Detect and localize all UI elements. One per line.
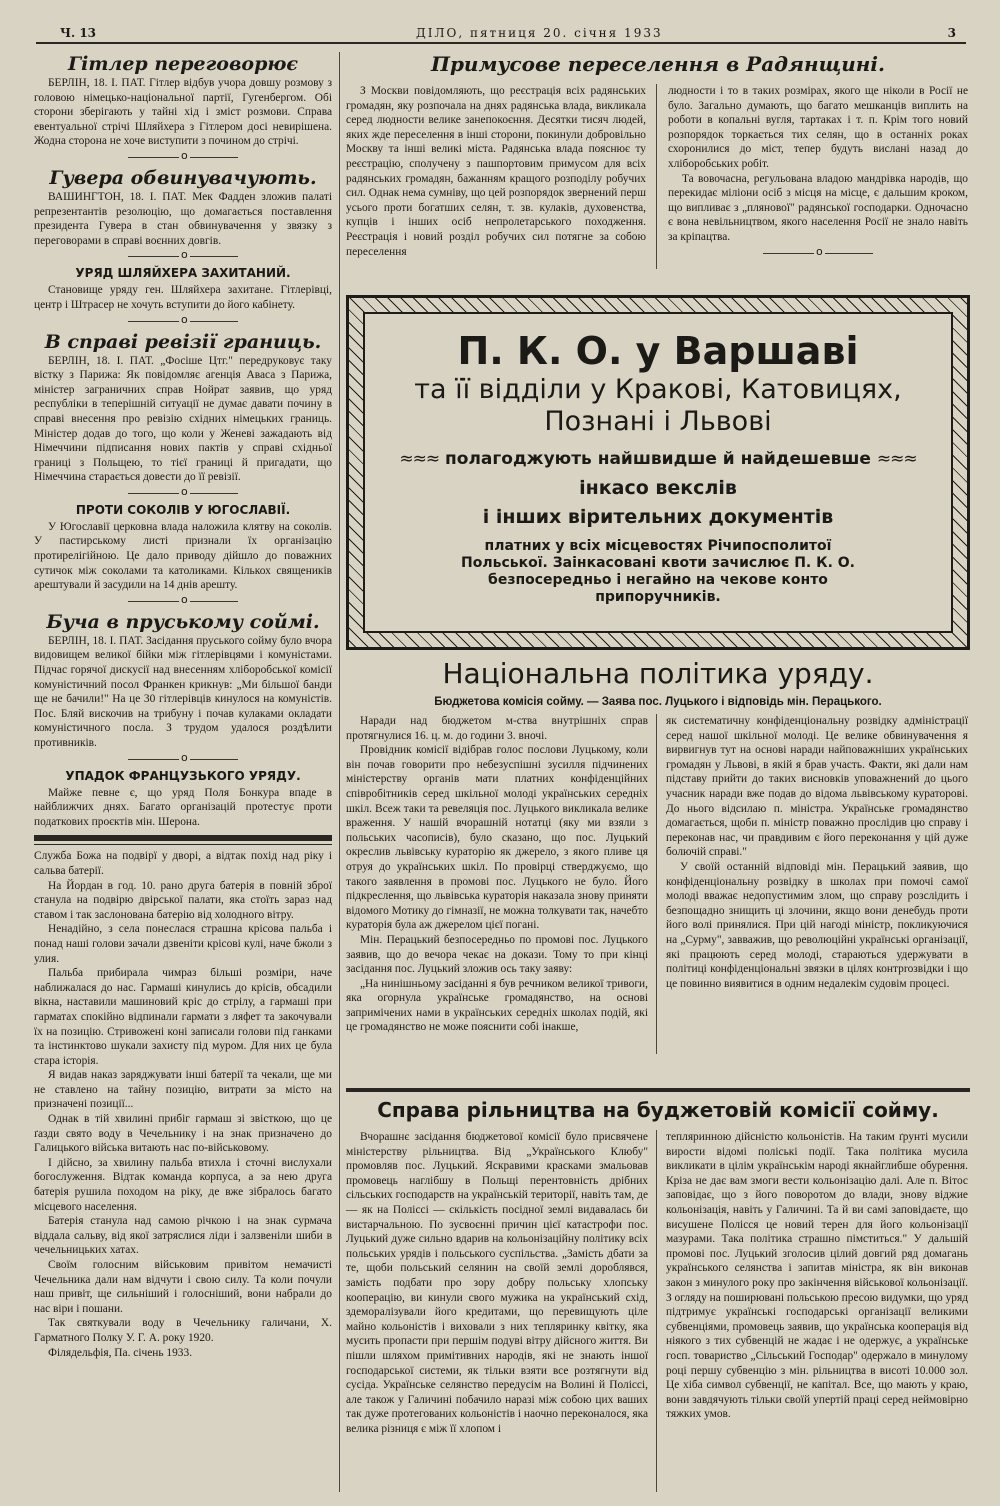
headline-agriculture: Справа рільництва на буджетовій комісії сойму. xyxy=(377,1098,939,1122)
ad-ornament: ≈≈≈ xyxy=(399,449,440,469)
article-sokol: У Югославії церковна влада наложила клятву на соколів. У пастирському листі признали їх організацію протирелігійною. Це дало приводу дійшло до поважних сутичок між соколами та католиками. Кількох священиків арештували й засудили на 14 днів арешту. xyxy=(34,520,332,592)
article-borders: БЕРЛІН, 18. І. ПАТ. „Фосіше Цтг." передруковує таку вістку з Парижа: Як повідомляє агенція Аваса з Парижа, міністер заграничних справ Нойрат заявив, що уряд республіки в теперішній ситуації не думає давати почину в справі внесення про ревізію східних німецьких границь. Міністер додав до того, що коли у Женеві зажадають від Німеччини підписання нових пактів у справі східньої границі з Польщею, то тієї границі й пригадати, що Німеччина старається довести до її ревізії. xyxy=(34,354,332,484)
masthead xyxy=(36,24,966,44)
ad-panel xyxy=(363,312,953,633)
resettlement-col-a xyxy=(346,84,646,259)
feuilleton-para: Ненадійно, з села понеслася страшна крісова пальба і понад нашi голови зачали дзвеніти крісові кулі, наче бжоли з улия. xyxy=(34,923,332,965)
right-area xyxy=(346,52,970,1492)
article-hoover: ВАШИНГТОН, 18. І. ПАТ. Мек Фадден зложив палаті репрезентантів резолюцію, що домагається поставлення президента Гувера в стан обвинувачення у звязку з переговорами в справі воєнних довгів. xyxy=(34,190,332,247)
headline-sokol: ПРОТИ СОКОЛІВ У ЮГОСЛАВІЇ. xyxy=(75,502,291,517)
national-col-b xyxy=(666,714,968,991)
section-divider xyxy=(34,835,332,841)
resettlement-para: З Москви повідомляють, що реєстрація всіх радянських громадян, яку розпочала на днях радянська влада, викликала серед людности велике занепокоєння. Десятки тисяч людей, яких жде переселення в інші сторони, покинули добровільно Москву та інші великі міста. Радянська влада пояснює ту реєстрацію, сполучену з пашпортовим примусом для всіх радянських громадян, бажанням кращого розподілу робучих сил. Однак нема сумніву, що цей розпорядок звернений перш усього проти богатших селян, т. зв. кулаків, духовенства, купців і інших осіб непролетарського походження. Реєстрація і новий розділ робучих сил потягне за собою переселення xyxy=(346,85,646,258)
feuilleton-para: Батерія станула над самою річкою і на знак сурмача віддала сальву, від якої затряслися ліди і залзвеніли шиби в чечельницьких хатах. xyxy=(34,1215,332,1257)
separator xyxy=(128,596,238,606)
feuilleton-signature: Філядельфія, Па. січень 1933. xyxy=(48,1346,193,1359)
headline-resettlement: Примусове переселення в Радянщині. xyxy=(431,52,885,76)
pko-advertisement xyxy=(346,295,970,650)
headline-borders: В справі ревізії границь. xyxy=(44,330,322,353)
ad-service-1: інкасо векслів xyxy=(579,477,737,499)
feuilleton-para: Так святкували воду в Чечельнику галичани, Х. Гарматного Полку У. Г. А. року 1920. xyxy=(34,1317,332,1344)
national-col-a xyxy=(346,714,648,1035)
headline-french-government: УПАДОК ФРАНЦУЗЬКОГО УРЯДУ. xyxy=(65,768,301,783)
column-rule xyxy=(339,52,340,1492)
left-column xyxy=(34,52,332,1492)
section-divider xyxy=(346,1088,970,1092)
headline-hoover: Гувера обвинувачують. xyxy=(49,166,317,189)
resettlement-para: людности і то в таких розмірах, якого ще ніколи в Росії не було. Загально думають, що багато мешканців виплить на роботи в копальні вугля, тартаках і т. п. Крім того новий розпорядок торкається тих селян, що в останніх роках схоронилися до міст, тепер будуть висланi назад до хліборобських робіт. xyxy=(668,85,968,170)
ad-service-2: і інших вірительних документів xyxy=(482,506,834,528)
feuilleton-para: На Йордан в год. 10. рано друга батерія в повній зброї станула на подвірю двірської палати, яка стоїть зараз над ставом і так заслонована батерію від холодного вітру. xyxy=(34,879,332,921)
national-para: Провідник комісії відібрав голос послови Луцькому, коли він почав говорити про небезуспішні зусилля підчинених міністерству органів мати платних конфіденційних співробітників серед шкільної молоді українських середніх шкіл. Всеж таки та ревеляція пос. Луцького викликала велике враження. У нашій вчорашній нотатці (яку ми взяли з польських часописів), було сказано, що пос. Луцький окреслив львівську кураторію як джерело, з якого пливе ця отруя до українських шкіл. По провірці стверджуємо, що такого заявлення в промові пос. Луцького не було. Його підкреслення, що львівська кураторія наказала знову приняти відомого Мотику до гімназії, не можна толкувати так, начебто кураторія була аж джерелом цієї погані. xyxy=(346,744,648,932)
ad-tagline-text: полагоджують найшвидше й найдешевше xyxy=(445,449,871,469)
column-rule xyxy=(656,84,657,269)
headline-hitler: Гітлер переговорює xyxy=(67,53,298,75)
ad-headline: П. К. О. у Варшаві xyxy=(457,329,859,373)
column-rule xyxy=(656,714,657,1054)
resettlement-para: Та вовочасна, регульована владою мандрівка народів, що перекидає міліони осіб з місця на місце, є дальшим кроком, що випливає з „плянової" радянської господарки. Одночасно є вона невільництвом, якого населення Росії не знало навіть за кріпацтва. xyxy=(668,172,968,243)
feuilleton-para: Пальба прибирала чимраз більші розміри, наче наближалася до нас. Гармаші кинулись до крісів, обсадили вікна, наставили машиновий кріс до стрілу, а гармаші при гарматах спокійно відпинали гармати з ляфет та закочували їх на позицію. Стривожені коні записали голови під ганками та інстинктово шукали захисту під муром. Для них це була стара історія. xyxy=(34,967,332,1067)
national-para: Наради над бюджетом м-ства внутрішніх справ протягнулися 16. ц. м. до години 3. вночі. xyxy=(346,715,648,742)
separator xyxy=(128,251,238,261)
ad-branches-cities: Познані і Львові xyxy=(544,406,772,437)
page-number: 3 xyxy=(947,26,956,40)
article-schleicher: Становище уряду ген. Шляйхера захитане. Гітлерівці, центр і Штрасер не хочуть вступити до його кабінету. xyxy=(34,284,332,311)
separator xyxy=(128,152,238,162)
subheadline-national-policy: Бюджетова комісія сойму. — Заява пос. Луцького і відповідь мін. Перацького. xyxy=(434,696,882,708)
national-para: „На нинішньому засіданні я був речником великої тривоги, яка огорнула українське громадянство, на основі запримічених нами в українських середніх школах подій, які це громадянство не може пояснити собі інакше, xyxy=(346,977,648,1034)
separator xyxy=(763,248,873,258)
feuilleton-para: Своїм голосним військовим привітом немачисті Чечельника дали нам відчути і свою силу. Та коли почули наш привіт, ще сильніший і голосніший, вони набрали до нас віри і пошани. xyxy=(34,1259,332,1315)
agriculture-para: тепляринною дійсністю кольоністів. На таким ґрунті мусили вирости відомі поліські події. Така політика мусила викликати в цілім українськім народі якнайглибше обурення. Кріза не дає вам змоги вести кольонізацію далі. Але п. Вітос заповідає, що з його поворотом до влади, знову віджие кольонізація, навіть у Галичині. Та й ви самі заповідаєте, що висушене Полісся це новий терен для його кольонізації мазурами. Така політика страшно пімститься." У дальшій промові пос. Луцький зголосив цілий довгий ряд домагань українського селянства і запитав міністра, як він виконав закон з минулого року про закінчення військової кольонізації. З огляду на поширювані польською пресою видумки, що уряд підтримує українські господарські організації великими субвенціями, промовець заявив, що українська кооперація від ніякого з тих субвенцій не жадає і не одержує, а українське госп. товариство „Сільський Господар" одержало в минулому році першу субвенцію з мін. рільництва в висоті 10.000 зол. Це хіба символ субвенції, не капітал. Все, що мають у краю, вони завдячують тільки своїй упертій праці серед неймовірно тяжких умов. xyxy=(666,1131,968,1421)
headline-schleicher: УРЯД ШЛЯЙХЕРА ЗАХИТАНИЙ. xyxy=(75,266,291,281)
issue-number: Ч. 13 xyxy=(60,26,97,40)
agriculture-article xyxy=(346,1096,970,1492)
agriculture-col-b xyxy=(666,1130,968,1422)
national-policy-article xyxy=(346,656,970,1076)
article-french-government: Майже певне є, що уряд Поля Бонкура впаде в найближчих днях. Багато організацій протестує проти податкових проєктів мін. Шерона. xyxy=(34,786,332,828)
separator xyxy=(128,754,238,764)
headline-prussian-sejm: Буча в пруському соймі. xyxy=(46,610,320,633)
national-para: У своїй останній відповіді мін. Перацький заявив, що конфіденціональну розвідку в школах при помочі самої молоді вважає недопустимим злом, що справу розслідить і безпощадно знищить ці злочини, якщо вони денебудь проти його волі принялися. При цій нагоді міністр, покликуючися на „Сурму", завважив, що революційні українські організації, які працюють серед молоді, стараються удержувати в політиці конфіденціональні звязки в цілях контрrозвідки і що це повинно виявитися в одним недалекім судовім процесі. xyxy=(666,860,968,990)
headline-national-policy: Національна політика уряду. xyxy=(442,657,874,690)
resettlement-article xyxy=(346,52,970,277)
feuilleton-para: Я видав наказ заряджувати інші батерії та чекали, ще ми не ставлено на тайну позицію, витрати за місто на призначені позиції... xyxy=(34,1069,332,1111)
column-rule xyxy=(656,1130,657,1492)
ad-branches: та її відділи у Кракові, Катовицях, xyxy=(414,374,902,405)
ad-ornament: ≈≈≈ xyxy=(876,449,917,469)
ad-tagline xyxy=(365,448,951,470)
separator xyxy=(128,316,238,326)
article-prussian-sejm: БЕРЛІН, 18. І. ПАТ. Засідання пруського сойму було вчора видовищем великої бійки між гітлерівцями і комуністами. Підчас горячої дискусії над внесенням хліборобської комісії комуністичний посол Франкен крикнув: „Ми більшої банди ще не бачили!" На це 30 гітлерівців кинулося на комуністів. Пос. Бляй вискочив на трибуну і почав кулаками окладати комуністичного посла. З трудом удалося роздѣлити противників. xyxy=(34,634,332,749)
resettlement-col-b xyxy=(668,84,968,262)
ad-details: платних у всіх місцевостях Річипосполитої Польської. Заінкасовані квоти зачислює П. К. О. безпосередньо і негайно на чекове конто припоручників. xyxy=(461,538,855,605)
agriculture-col-a xyxy=(346,1130,648,1436)
dateline: ДІЛО, пятниця 20. січня 1933 xyxy=(416,26,663,40)
feuilleton-para: Служба Божа на подвірї у дворі, а відтак похід над ріку і сальва батерії. xyxy=(34,850,332,877)
feuilleton-para: І дійсно, за хвилину пальба втихла і сточні вислухали богослуження. Відтак команда корпуса, а за нею друга батерія рушила походом на ріку, де вже зібралось багато місцевого населення. xyxy=(34,1156,332,1213)
national-para: Мін. Перацький безпосередньо по промові пос. Луцького заявив, що до вечора чекає на докази. Тому то при кінці засідання пос. Луцький зложив ось таку заяву: xyxy=(346,933,648,976)
separator xyxy=(128,488,238,498)
article-hitler: БЕРЛІН, 18. І. ПАТ. Гітлер відбув учора довшу розмову з головою німецько-національної партії, Гугенбергом. Обі сторони зберігають у тайні хід і зміст розмови. Справа евентуальної стрічі Шляйхера з Гітлером досі невирішена. Жодна сторона не хоче виступити з почином до стрічі. xyxy=(34,77,332,148)
feuilleton xyxy=(34,849,332,1360)
feuilleton-para: Однак в тій хвилині прибіг гармаш зі звісткою, що це ґазди свято воду в Чечельнику і на знак призначено до Галицького війська витають нас по-військовому. xyxy=(34,1113,332,1155)
agriculture-para: Вчорашнє засідання бюджетової комісії було присвячене міністерству рільництва. Від „Українського Клюбу" промовляв пос. Луцький. Яскравими красками змальовав промовець наглібшу в Польщі перентовність дрібних сільських господарств на українській території, навіть там, де — як на Поліссі — скількість посідної землі видавалась би вистарчальною. По зусвоєнні причин цієї катастрофи пос. Луцький дуже сильно вдарив на кольонізаційну політику всіх польських урядів і польського суспільства. „Замість дбати за те, щоби польський селянин на своїй землі дороблявся, замість подбати про зору добру польську хлопську кооперацію, ви кинули свого мужика на український схід, здеморалізували його кредитами, що перевищують ціле майно кольоністів і виховали з них тепляринку квітку, яка мусить пропасти при першім подуві вітру дійсного життя. Ви пішли шляхом примітивних народів, які не знають іншої господарської системи, як тільки взяти все розтягнути від сусіда. Українське селянство передусім на Волині й Поліссі, але також у Галичині побачило наразі між собою цих ваших так дуже протегованих кольоністів і наочно переконалося, яка велика різниця є між її хлопом і xyxy=(346,1131,648,1435)
national-para: як систематичну конфіденціональну розвідку адміністрації серед нашої шкільної молоді. Це велике обвинувачення я вирвигнув тут на основі наради найповажніших українських громадян у Львові, в якій я брав участь. Факти, які дали нам підставу прийти до таких висновків уповажнений до цього учасник наради вже подав до відома львівському кураторові. До нього відсилаю п. міністра. Українське громадянство домагається, щоби п. міністр поважно прослідив цю справу і переконав нас, чи правдивим є його переконання у цій дуже болючій справі." xyxy=(666,715,968,859)
